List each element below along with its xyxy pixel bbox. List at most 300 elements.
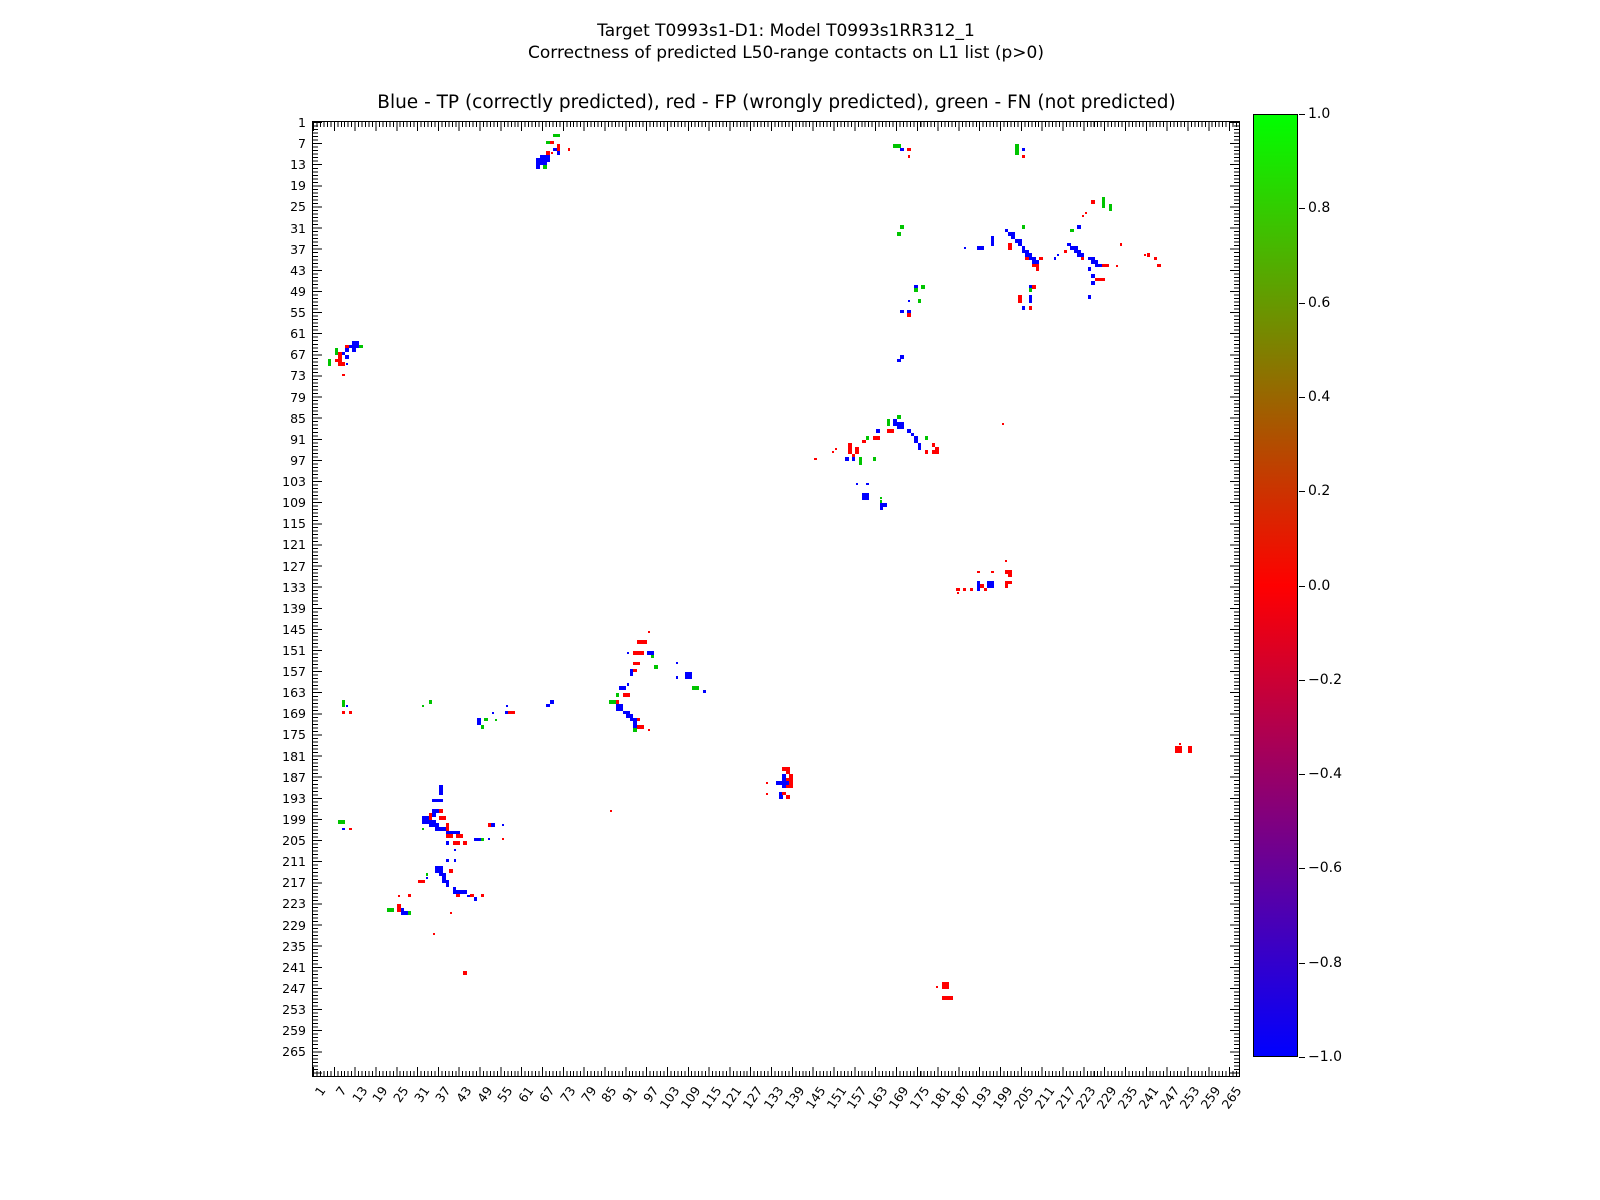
colorbar-tick-mark <box>1299 680 1305 681</box>
colorbar-tick-mark <box>1299 1057 1305 1058</box>
colorbar-tick-label: 1.0 <box>1308 106 1331 122</box>
contact-cell <box>1022 225 1026 229</box>
contact-cell <box>1091 200 1095 204</box>
contact-cell <box>908 155 910 157</box>
y-tick-label: 109 <box>282 495 306 511</box>
contact-cell <box>512 711 516 715</box>
x-tick-label: 211 <box>1031 1083 1058 1112</box>
y-tick-label: 37 <box>290 241 306 257</box>
contact-cell <box>1157 264 1161 268</box>
contact-cell <box>640 651 644 655</box>
colorbar-tick-label: −0.2 <box>1308 671 1342 688</box>
contact-cell <box>1005 560 1007 562</box>
colorbar-tick-label: 0.6 <box>1308 294 1331 311</box>
contact-cell <box>627 683 629 685</box>
contact-cell <box>637 718 641 722</box>
y-tick-label: 205 <box>282 833 306 849</box>
colorbar-tick-label: −0.4 <box>1308 766 1342 783</box>
x-tick-label: 19 <box>369 1083 391 1106</box>
contact-cell <box>1120 243 1122 245</box>
contact-cell <box>492 712 494 714</box>
x-tick-label: 151 <box>822 1083 849 1112</box>
contact-cell <box>1029 299 1033 303</box>
x-tick-label: 163 <box>864 1083 891 1112</box>
y-tick-label: 127 <box>282 558 306 574</box>
y-tick-label: 73 <box>290 368 306 384</box>
contact-cell <box>1032 285 1036 289</box>
contact-cell <box>1039 257 1043 261</box>
x-tick-label: 133 <box>760 1083 787 1112</box>
colorbar-tick-label: −0.6 <box>1308 860 1342 877</box>
x-tick-label: 169 <box>885 1083 912 1112</box>
contact-cell <box>1188 750 1192 754</box>
contact-cell <box>1018 299 1022 303</box>
contact-cell <box>640 725 644 729</box>
contact-cell <box>481 725 485 729</box>
contact-cell <box>984 588 988 592</box>
contact-cell <box>1022 148 1026 152</box>
contact-cell <box>463 971 467 975</box>
contact-cell <box>456 841 460 845</box>
axis-major-ticks-top <box>313 122 1239 131</box>
x-tick-label: 55 <box>494 1083 516 1106</box>
contact-cell <box>349 828 351 830</box>
x-tick-label: 187 <box>947 1083 974 1112</box>
contact-cell <box>1057 254 1059 256</box>
contact-cell <box>463 890 467 894</box>
x-tick-label: 109 <box>677 1083 704 1112</box>
contact-cell <box>900 148 904 152</box>
contact-cell <box>949 996 953 1000</box>
x-tick-label: 91 <box>619 1083 641 1106</box>
contact-cell <box>359 345 363 349</box>
y-tick-label: 1 <box>298 115 306 130</box>
contact-cell <box>925 436 929 440</box>
contact-cell <box>1081 257 1085 261</box>
contact-cell <box>907 148 911 152</box>
contact-map-plot <box>312 121 1240 1077</box>
contact-cell <box>897 232 901 236</box>
contact-cell <box>432 813 436 817</box>
contact-cell <box>862 440 866 444</box>
contact-cell <box>1008 246 1012 250</box>
contact-cell <box>439 809 443 813</box>
contact-cell <box>352 348 356 352</box>
y-tick-label: 61 <box>290 326 306 342</box>
x-tick-label: 73 <box>556 1083 579 1106</box>
contact-cell <box>1029 306 1033 310</box>
contact-cell <box>918 447 922 451</box>
axes-title: Blue - TP (correctly predicted), red - FP (wrongly predicted), green - FN (not predicted) <box>377 92 1176 113</box>
contact-cell <box>345 355 349 359</box>
contact-cell <box>991 571 993 573</box>
contact-cell <box>925 450 929 454</box>
contact-cell <box>1054 257 1056 259</box>
contact-cell <box>1091 281 1095 285</box>
x-tick-label: 79 <box>577 1083 600 1106</box>
contact-cell <box>1088 267 1092 271</box>
contact-cell <box>633 728 637 732</box>
contact-cell <box>491 823 495 827</box>
colorbar-tick-mark <box>1299 208 1305 209</box>
y-tick-label: 43 <box>290 262 306 278</box>
contact-cell <box>429 700 433 704</box>
y-tick-label: 241 <box>282 959 306 975</box>
x-tick-label: 253 <box>1176 1083 1203 1112</box>
axis-minor-ticks-bottom <box>313 1071 1239 1076</box>
colorbar-tick-mark <box>1299 397 1305 398</box>
contact-cell <box>1109 207 1113 211</box>
axis-minor-ticks-right <box>1234 122 1239 1076</box>
contact-cell <box>349 711 353 715</box>
contact-cell <box>957 592 959 594</box>
contact-cell <box>900 355 904 359</box>
y-tick-label: 7 <box>298 136 306 152</box>
contact-cell <box>439 799 443 803</box>
y-tick-label: 247 <box>282 980 306 996</box>
y-tick-label: 187 <box>282 769 306 785</box>
x-tick-label: 181 <box>927 1083 954 1112</box>
contact-cell <box>1005 584 1009 588</box>
contact-cell <box>766 782 768 784</box>
contact-cell <box>873 457 877 461</box>
y-tick-label: 55 <box>290 305 306 321</box>
contact-cell <box>433 933 435 935</box>
y-tick-label: 217 <box>282 875 306 891</box>
contact-cell <box>900 310 904 314</box>
y-tick-label: 121 <box>282 537 306 553</box>
colorbar-tick-label: 0.8 <box>1308 200 1331 217</box>
y-tick-label: 199 <box>282 811 306 827</box>
contact-cell <box>946 985 950 989</box>
contact-cell <box>648 631 650 633</box>
contact-cell <box>543 165 547 169</box>
x-tick-label: 229 <box>1093 1083 1120 1112</box>
contact-cell <box>963 588 967 592</box>
contact-cell <box>977 588 981 592</box>
contact-cell <box>855 450 859 454</box>
contact-cell <box>456 894 460 898</box>
colorbar-tick-label: 0.2 <box>1308 483 1331 500</box>
contact-cell <box>616 693 620 697</box>
contact-cell <box>980 246 984 250</box>
contact-cell <box>422 705 424 707</box>
contact-cell <box>1070 229 1074 233</box>
contact-cell <box>696 686 700 690</box>
x-tick-label: 235 <box>1114 1083 1141 1112</box>
contact-cell <box>1015 151 1019 155</box>
contact-cell <box>342 362 346 366</box>
contact-cell <box>890 429 894 433</box>
colorbar-tick-label: −0.8 <box>1308 954 1342 971</box>
x-tick-label: 139 <box>781 1083 808 1112</box>
contact-cell <box>1022 155 1026 159</box>
contact-cell <box>789 785 793 789</box>
contact-cell <box>814 458 816 460</box>
contact-cell <box>627 652 629 654</box>
contact-cell <box>463 841 467 845</box>
x-tick-label: 205 <box>1010 1083 1037 1112</box>
contact-cell <box>918 299 922 303</box>
contact-cell <box>484 718 488 722</box>
y-tick-label: 139 <box>282 600 306 616</box>
contact-cell <box>832 451 834 453</box>
contact-cell <box>856 483 858 485</box>
x-tick-label: 199 <box>989 1083 1016 1112</box>
contact-cell <box>835 448 837 450</box>
x-tick-label: 61 <box>515 1083 537 1106</box>
contact-cell <box>914 288 918 292</box>
contact-cell <box>936 986 938 988</box>
contact-cell <box>546 704 550 708</box>
contact-cell <box>866 496 870 500</box>
contact-cell <box>495 719 497 721</box>
contact-cell <box>1077 225 1081 229</box>
contact-cell <box>897 415 901 419</box>
contact-cell <box>460 834 464 838</box>
contact-cell <box>880 497 882 499</box>
x-tick-label: 193 <box>968 1083 995 1112</box>
colorbar-tick-mark <box>1299 868 1305 869</box>
contact-cell <box>908 300 910 302</box>
x-tick-label: 241 <box>1135 1083 1162 1112</box>
contact-cell <box>422 880 426 884</box>
contact-cell <box>390 908 394 912</box>
contact-cell <box>1008 581 1012 585</box>
contact-cell <box>1178 750 1182 754</box>
contact-cell <box>1154 257 1156 259</box>
contact-cell <box>779 795 783 799</box>
contact-cell <box>921 285 925 289</box>
contact-cell <box>449 834 453 838</box>
x-tick-label: 259 <box>1197 1083 1224 1112</box>
y-tick-label: 145 <box>282 621 306 637</box>
contact-cell <box>1008 574 1012 578</box>
contact-cell <box>1102 204 1106 208</box>
y-tick-label: 103 <box>282 474 306 490</box>
contact-cell <box>450 912 452 914</box>
contact-cell <box>488 838 490 840</box>
y-tick-label: 49 <box>290 283 306 299</box>
y-tick-label: 211 <box>282 854 306 870</box>
x-tick-label: 115 <box>698 1083 725 1112</box>
y-tick-label: 97 <box>290 452 306 468</box>
x-tick-label: 43 <box>452 1083 475 1106</box>
y-tick-label: 91 <box>290 431 306 447</box>
contact-cell <box>991 584 995 588</box>
contact-cell <box>449 869 453 873</box>
contact-cell <box>900 225 904 229</box>
contact-cell <box>866 436 870 440</box>
x-tick-label: 31 <box>411 1083 433 1106</box>
contact-cell <box>1147 253 1151 257</box>
y-tick-label: 175 <box>282 727 306 743</box>
contact-cell <box>1025 257 1029 261</box>
contact-cell <box>342 820 346 824</box>
y-tick-label: 19 <box>290 178 306 194</box>
contact-cell <box>422 828 424 830</box>
contact-cell <box>328 362 332 366</box>
axis-major-ticks-left <box>313 122 322 1076</box>
x-tick-label: 265 <box>1218 1083 1245 1112</box>
contact-cell <box>1085 212 1087 214</box>
contact-cell <box>546 158 550 162</box>
contact-cell <box>876 429 880 433</box>
contact-cell <box>651 655 655 659</box>
contact-cell <box>900 426 904 430</box>
axis-minor-ticks-left <box>313 122 318 1076</box>
contact-cell <box>852 457 856 461</box>
colorbar-tick-mark <box>1299 491 1305 492</box>
y-tick-label: 31 <box>290 220 306 236</box>
y-tick-label: 115 <box>282 516 306 532</box>
y-tick-label: 253 <box>282 1002 306 1018</box>
contact-cell <box>557 151 561 155</box>
contact-cell <box>426 873 428 875</box>
contact-cell <box>506 705 508 707</box>
x-tick-label: 25 <box>390 1083 412 1106</box>
y-tick-label: 223 <box>282 896 306 912</box>
contact-cell <box>550 141 554 145</box>
contact-cell <box>408 894 412 898</box>
contact-cell <box>897 359 901 363</box>
contact-cell <box>977 571 979 573</box>
colorbar-tick-mark <box>1299 303 1305 304</box>
colorbar-tick-mark <box>1299 586 1305 587</box>
y-tick-label: 163 <box>282 685 306 701</box>
x-tick-label: 145 <box>802 1083 829 1112</box>
x-tick-label: 103 <box>656 1083 683 1112</box>
contact-cell <box>766 793 768 795</box>
contact-cell <box>1029 288 1033 292</box>
contact-cell <box>1064 250 1068 254</box>
x-tick-label: 37 <box>431 1083 454 1106</box>
contact-cell <box>557 134 561 138</box>
x-tick-label: 157 <box>843 1083 870 1112</box>
contact-cell <box>1088 295 1092 299</box>
x-tick-label: 217 <box>1052 1083 1078 1112</box>
contact-cell <box>408 911 412 915</box>
x-tick-label: 49 <box>473 1083 496 1106</box>
contact-cell <box>676 676 678 678</box>
y-tick-label: 193 <box>282 790 306 806</box>
contact-cell <box>703 690 707 694</box>
contact-cell <box>426 877 428 879</box>
contact-cell <box>654 665 658 669</box>
x-tick-label: 127 <box>739 1083 766 1112</box>
y-tick-label: 25 <box>290 199 306 215</box>
y-tick-label: 235 <box>282 938 306 954</box>
contact-cell <box>446 859 450 863</box>
contact-cell <box>648 729 650 731</box>
y-tick-label: 265 <box>282 1044 306 1060</box>
contact-cell <box>991 243 995 247</box>
contact-cell <box>345 348 349 352</box>
y-tick-label: 151 <box>282 643 306 658</box>
axis-minor-ticks-top <box>313 122 1239 127</box>
contact-cell <box>346 705 348 707</box>
contact-cell <box>633 669 637 673</box>
contact-cell <box>887 422 891 426</box>
contact-cell <box>1082 215 1084 217</box>
contact-cell <box>610 810 612 812</box>
contact-cell <box>536 165 540 169</box>
contact-cell <box>439 792 443 796</box>
contact-cell <box>342 828 344 830</box>
y-tick-label: 13 <box>290 157 306 173</box>
contact-cell <box>1116 265 1118 267</box>
contact-cell <box>859 461 863 465</box>
contact-cell <box>970 588 974 592</box>
contact-cell <box>630 672 634 676</box>
contact-cell <box>637 662 641 666</box>
x-tick-label: 13 <box>348 1083 371 1106</box>
y-tick-label: 181 <box>282 748 306 764</box>
colorbar-tick-label: 0.0 <box>1308 577 1331 594</box>
contact-cell <box>1022 306 1026 310</box>
contact-cell <box>880 507 884 511</box>
contact-cell <box>502 838 504 840</box>
contact-cell <box>779 781 783 785</box>
contact-cell <box>551 152 553 154</box>
contact-cell <box>964 247 966 249</box>
contact-cell <box>907 313 911 317</box>
contact-cell <box>689 676 693 680</box>
contact-cell <box>623 686 627 690</box>
contact-cell <box>866 483 868 485</box>
x-tick-label: 223 <box>1072 1083 1099 1112</box>
contact-cell <box>956 588 960 592</box>
x-tick-label: 1 <box>311 1083 329 1099</box>
y-tick-label: 79 <box>290 389 306 405</box>
y-tick-label: 85 <box>290 410 306 426</box>
contact-cell <box>446 841 450 845</box>
contact-cell <box>342 374 344 376</box>
colorbar-tick-mark <box>1299 774 1305 775</box>
colorbar-tick-mark <box>1299 963 1305 964</box>
contact-cell <box>845 457 849 461</box>
contact-cell <box>626 693 630 697</box>
colorbar-tick-mark <box>1299 114 1305 115</box>
contact-cell <box>935 450 939 454</box>
y-tick-label: 259 <box>282 1023 306 1039</box>
colorbar-tick-label: 0.4 <box>1308 388 1331 405</box>
contact-cell <box>644 640 648 644</box>
figure-title-line1: Target T0993s1-D1: Model T0993s1RR312_1 <box>597 21 975 41</box>
y-tick-label: 133 <box>282 579 306 595</box>
contact-cell <box>550 700 554 704</box>
y-tick-label: 229 <box>282 917 306 933</box>
x-tick-label: 247 <box>1156 1083 1183 1112</box>
x-tick-label: 67 <box>536 1083 558 1106</box>
x-tick-label: 175 <box>906 1083 933 1112</box>
contact-cell <box>481 894 485 898</box>
y-tick-label: 157 <box>282 664 306 680</box>
axis-major-ticks-bottom <box>313 1067 1239 1076</box>
contact-cell <box>1105 264 1109 268</box>
contact-cell <box>342 704 346 708</box>
x-tick-label: 121 <box>718 1083 745 1112</box>
contact-cell <box>1036 267 1040 271</box>
y-tick-label: 67 <box>290 347 306 363</box>
x-tick-label: 7 <box>332 1083 350 1099</box>
contact-cell <box>454 849 456 851</box>
colorbar-gradient <box>1253 114 1298 1057</box>
contact-cell <box>786 795 790 799</box>
contact-cell <box>454 859 456 861</box>
contact-cell <box>446 883 450 887</box>
y-tick-label: 169 <box>282 706 306 722</box>
